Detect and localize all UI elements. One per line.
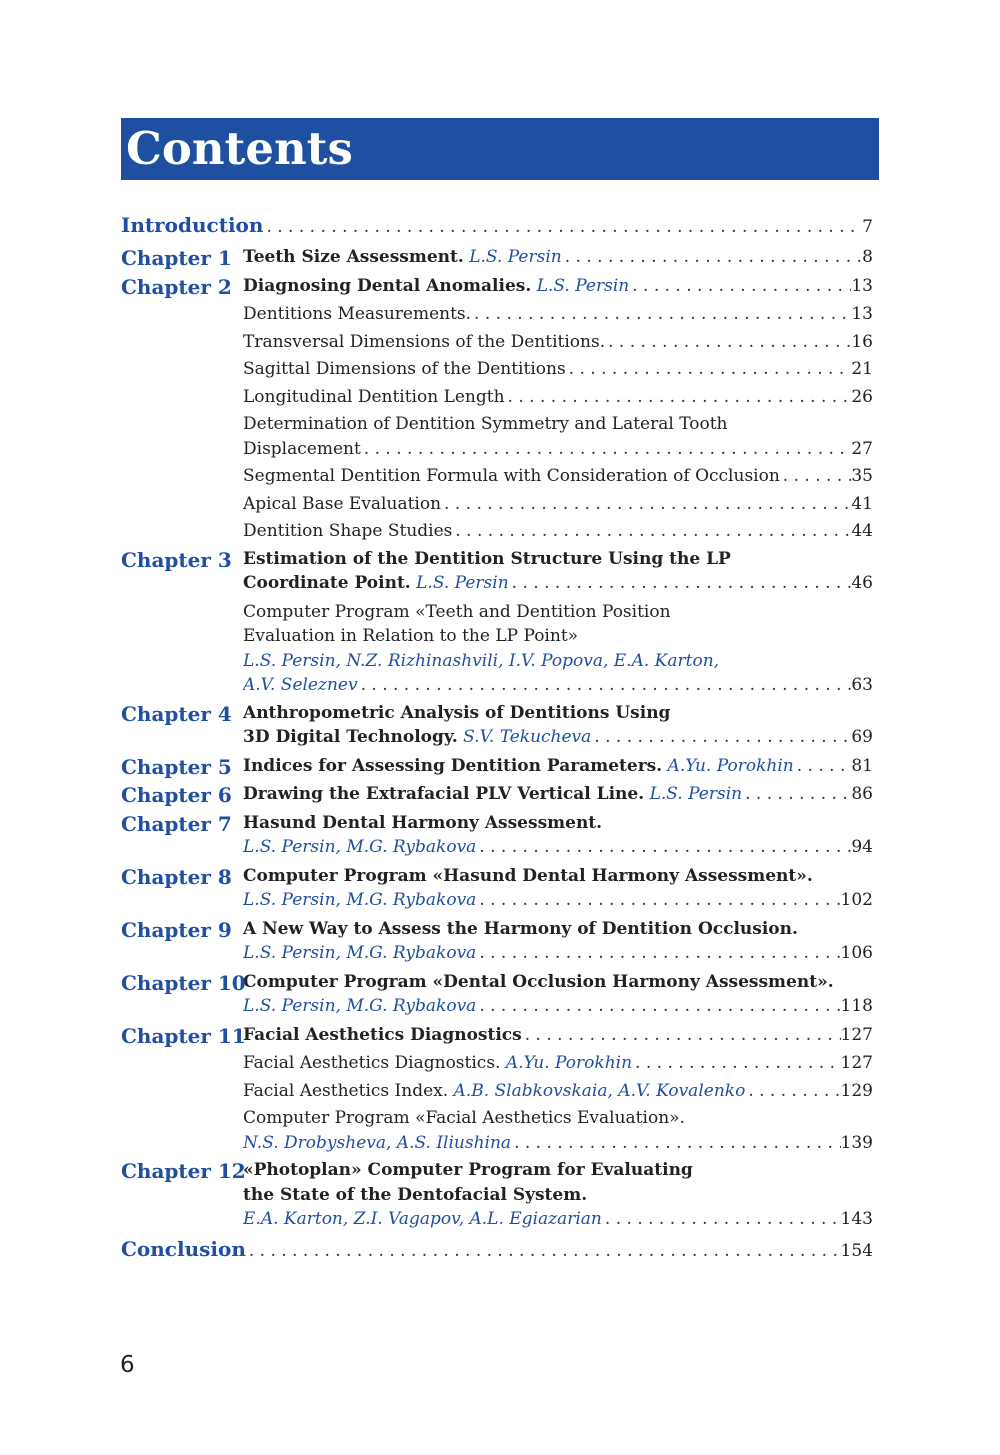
entry-text (243, 492, 441, 517)
entry-authors: A.Yu. Porokhin (505, 1053, 633, 1073)
entry-label: Chapter 7 (121, 811, 232, 836)
entry-text (243, 725, 591, 750)
toc-entry (121, 1023, 873, 1048)
entry-title: Hasund Dental Harmony Assessment. (243, 812, 603, 833)
dot-leader (605, 330, 851, 355)
entry-text (243, 813, 602, 833)
entry-page-number: 143 (840, 1209, 873, 1229)
entry-page-number: 44 (851, 521, 873, 541)
dot-leader (745, 1079, 840, 1104)
entry-authors: L.S. Persin (416, 573, 509, 593)
entry-title: Teeth Size Assessment. (243, 247, 464, 267)
entry-page-number: 106 (840, 943, 873, 963)
entry-line (243, 1023, 873, 1048)
dot-leader (566, 357, 852, 382)
entry-label: Introduction (121, 213, 264, 237)
entry-authors: L.S. Persin, M.G. Rybakova (243, 890, 477, 910)
entry-text (243, 919, 798, 939)
table-of-contents (121, 212, 873, 1269)
entry-text (243, 385, 505, 410)
entry-text (243, 571, 509, 596)
entry-line (243, 600, 873, 625)
entry-line (243, 970, 873, 995)
entry-page-number: 26 (851, 386, 873, 407)
entry-line (243, 1207, 873, 1232)
toc-entry (121, 701, 873, 750)
entry-line (243, 1051, 873, 1076)
entry-label: Chapter 12 (121, 1159, 246, 1183)
entry-text (243, 602, 671, 622)
entry-page-number: 7 (862, 217, 873, 237)
entry-authors: L.S. Persin, M.G. Rybakova (243, 837, 477, 857)
entry-page-number: 21 (851, 359, 873, 379)
entry-label: Chapter 9 (121, 917, 232, 942)
entry-page-number: 81 (851, 755, 873, 776)
dot-leader (522, 1023, 841, 1048)
entry-page-number: 63 (851, 675, 873, 695)
entry-lines (243, 754, 873, 779)
dot-leader (742, 782, 851, 807)
entry-line (121, 212, 873, 241)
entry-line (243, 701, 873, 726)
toc-subentry (243, 1079, 873, 1104)
entry-page-number: 127 (840, 1053, 873, 1073)
toc-entry (121, 212, 873, 241)
entry-page-number: 94 (851, 837, 873, 857)
entry-text (243, 754, 794, 779)
entry-title: «Photoplan» Computer Program for Evaluating (243, 1160, 693, 1180)
toc-subentry (243, 357, 873, 382)
entry-title: Indices for Assessing Dentition Parameters. (243, 755, 663, 776)
entry-page-number: 129 (840, 1080, 873, 1101)
entry-line (243, 547, 873, 572)
dot-leader (780, 464, 852, 489)
entry-line (243, 649, 873, 674)
entry-text-part: Dentition Shape Studies (243, 521, 453, 541)
toc-entry (121, 274, 873, 299)
entry-label: Chapter 5 (121, 754, 232, 779)
entry-title: Computer Program «Hasund Dental Harmony Assessment». (243, 865, 813, 886)
entry-text (243, 1207, 602, 1232)
entry-line (243, 917, 873, 942)
entry-line (243, 412, 873, 437)
entry-text (243, 782, 742, 807)
toc-subentry (243, 492, 873, 517)
entry-page-number: 139 (840, 1132, 873, 1153)
entry-text-part: Computer Program «Teeth and Dentition Position (243, 601, 671, 622)
dot-leader (441, 492, 851, 517)
entry-text (243, 651, 719, 671)
entry-label: Chapter 3 (121, 547, 232, 572)
contents-banner (121, 118, 879, 180)
entry-label: Chapter 4 (121, 701, 232, 726)
entry-text (243, 835, 476, 860)
entry-page-number: 69 (851, 727, 873, 747)
entry-line (243, 624, 873, 649)
dot-leader (602, 1207, 841, 1232)
toc-subentry (243, 330, 873, 355)
toc-entry (121, 547, 873, 596)
entry-text (243, 994, 476, 1019)
toc-subentry (243, 464, 873, 489)
entry-line (243, 1183, 873, 1208)
entry-title: Anthropometric Analysis of Dentitions Using (243, 702, 671, 723)
page-number: 6 (120, 1352, 135, 1378)
entry-line (243, 357, 873, 382)
entry-text-part: Facial Aesthetics Diagnostics. (243, 1053, 501, 1073)
entry-text (243, 673, 358, 698)
dot-leader (632, 1051, 841, 1076)
entry-line (243, 245, 873, 270)
dot-leader (471, 302, 851, 327)
entry-text-part: Sagittal Dimensions of the Dentitions (243, 359, 566, 379)
entry-line (243, 330, 873, 355)
entry-text (243, 866, 813, 886)
dot-leader (358, 673, 852, 698)
entry-text (121, 1236, 246, 1263)
toc-entry (121, 811, 873, 860)
entry-title: Coordinate Point. (243, 573, 411, 593)
dot-leader (505, 385, 852, 410)
entry-line (243, 888, 873, 913)
entry-line (243, 437, 873, 462)
entry-label: Chapter 10 (121, 970, 246, 995)
entry-lines (243, 701, 873, 750)
entry-page-number: 127 (840, 1024, 873, 1045)
entry-text-part: Longitudinal Dentition Length (243, 386, 505, 407)
entry-text-part: Apical Base Evaluation (243, 493, 442, 514)
entry-label: Chapter 2 (121, 274, 232, 299)
entry-title: Facial Aesthetics Diagnostics (243, 1024, 522, 1045)
entry-page-number: 154 (840, 1240, 873, 1261)
entry-text-part: Evaluation in Relation to the LP Point» (243, 626, 579, 646)
entry-page-number: 27 (851, 438, 873, 459)
toc-entry (121, 970, 873, 1019)
entry-line (243, 835, 873, 860)
entry-page-number: 118 (840, 996, 873, 1016)
entry-text (243, 302, 471, 327)
entry-text-part: Computer Program «Facial Aesthetics Evaluation». (243, 1108, 685, 1128)
dot-leader (562, 245, 862, 270)
dot-leader (509, 571, 852, 596)
entry-lines (243, 1023, 873, 1048)
entry-authors: L.S. Persin (469, 247, 562, 267)
entry-text (243, 888, 476, 913)
entry-text (243, 1185, 587, 1205)
entry-page-number: 13 (851, 275, 873, 296)
entry-text-part: Transversal Dimensions of the Dentitions. (243, 331, 606, 352)
entry-title: 3D Digital Technology. (243, 727, 458, 747)
entry-text (243, 1108, 685, 1128)
toc-entry (121, 782, 873, 807)
entry-text (243, 1051, 632, 1076)
entry-text (243, 330, 605, 355)
entry-text (243, 1131, 511, 1156)
dot-leader (476, 888, 840, 913)
dot-leader (452, 519, 851, 544)
toc-subentry (243, 385, 873, 410)
entry-line (243, 782, 873, 807)
entry-text (243, 414, 727, 434)
toc-subentry (243, 600, 873, 698)
toc-subentry (243, 302, 873, 327)
entry-label: Chapter 6 (121, 783, 232, 807)
entry-line (121, 1236, 873, 1265)
entry-line (243, 864, 873, 889)
entry-text-part: Dentitions Measurements. (243, 304, 472, 324)
entry-authors: A.V. Seleznev (243, 675, 358, 695)
entry-text-part: Facial Aesthetics Index. (243, 1080, 449, 1101)
entry-page-number: 86 (851, 784, 873, 804)
entry-page-number: 8 (862, 247, 873, 267)
entry-line (243, 725, 873, 750)
entry-lines (243, 864, 873, 913)
entry-line (243, 1106, 873, 1131)
entry-lines (121, 1236, 873, 1265)
entry-line (243, 1158, 873, 1183)
dot-leader (476, 994, 840, 1019)
entry-text-part: Displacement (243, 438, 361, 459)
page-title: Contents (126, 122, 353, 175)
entry-title: Computer Program «Dental Occlusion Harmony Assessment». (243, 971, 834, 992)
entry-text (243, 972, 834, 992)
entry-lines (243, 1158, 873, 1232)
dot-leader (263, 214, 862, 241)
entry-line (243, 464, 873, 489)
entry-line (243, 571, 873, 596)
toc-entry (121, 754, 873, 779)
entry-text-part: Determination of Dentition Symmetry and Lateral Tooth (243, 414, 728, 434)
entry-lines (121, 212, 873, 241)
dot-leader (476, 941, 840, 966)
entry-label: Chapter 1 (121, 246, 232, 270)
entry-authors: L.S. Persin, N.Z. Rizhinashvili, I.V. Popova, E.A. Karton, (243, 650, 720, 671)
dot-leader (511, 1131, 840, 1156)
entry-label: Chapter 8 (121, 864, 232, 889)
entry-lines (243, 917, 873, 966)
entry-page-number: 41 (851, 493, 873, 514)
toc-subentry (243, 519, 873, 544)
entry-authors: N.S. Drobysheva, A.S. Iliushina (243, 1132, 512, 1153)
entry-line (243, 519, 873, 544)
entry-title: the State of the Dentofacial System. (243, 1184, 588, 1205)
entry-authors: L.S. Persin (536, 275, 630, 296)
entry-lines (243, 811, 873, 860)
entry-lines (243, 274, 873, 299)
entry-line (243, 941, 873, 966)
entry-text (243, 437, 361, 462)
entry-text (243, 357, 566, 382)
toc-entry (121, 1236, 873, 1265)
entry-text (243, 245, 562, 270)
entry-authors: A.B. Slabkovskaia, A.V. Kovalenko (453, 1080, 746, 1101)
entry-lines (243, 782, 873, 807)
entry-lines (243, 547, 873, 596)
entry-lines (243, 970, 873, 1019)
toc-entry (121, 864, 873, 913)
toc-subentry (243, 412, 873, 461)
entry-lines (243, 245, 873, 270)
entry-text (243, 941, 476, 966)
entry-line (243, 302, 873, 327)
entry-title: Estimation of the Dentition Structure Using the LP (243, 548, 731, 569)
entry-authors: L.S. Persin, M.G. Rybakova (243, 996, 477, 1016)
entry-line (243, 1079, 873, 1104)
entry-line (243, 1131, 873, 1156)
toc-entry (121, 1158, 873, 1232)
entry-text (243, 1160, 693, 1180)
entry-page-number: 102 (840, 890, 873, 910)
entry-page-number: 13 (851, 304, 873, 324)
entry-page-number: 16 (851, 331, 873, 352)
entry-title: A New Way to Assess the Harmony of Dentition Occlusion. (243, 918, 798, 939)
dot-leader (591, 725, 851, 750)
entry-authors: L.S. Persin, M.G. Rybakova (243, 943, 477, 963)
entry-text (243, 464, 780, 489)
toc-subentry (243, 1106, 873, 1155)
dot-leader (476, 835, 851, 860)
entry-line (243, 811, 873, 836)
entry-title: Drawing the Extrafacial PLV Vertical Line. (243, 784, 645, 804)
entry-line (243, 385, 873, 410)
entry-label: Conclusion (121, 1236, 246, 1261)
dot-leader (629, 274, 851, 299)
entry-text (243, 549, 731, 569)
entry-authors: S.V. Tekucheva (463, 727, 592, 747)
entry-line (243, 994, 873, 1019)
toc-entry (121, 245, 873, 270)
entry-page-number: 35 (851, 466, 873, 486)
entry-text (243, 703, 670, 723)
entry-text (243, 626, 578, 646)
entry-label: Chapter 11 (121, 1023, 246, 1048)
toc-entry (121, 917, 873, 966)
entry-line (243, 754, 873, 779)
dot-leader (794, 754, 852, 779)
toc-subentry (243, 1051, 873, 1076)
entry-text (121, 212, 263, 239)
entry-line (243, 274, 873, 299)
entry-line (243, 492, 873, 517)
entry-text (243, 1023, 522, 1048)
dot-leader (246, 1238, 841, 1265)
entry-text-part: Segmental Dentition Formula with Consideration of Occlusion (243, 466, 780, 486)
entry-text (243, 519, 452, 544)
entry-authors: L.S. Persin (649, 784, 743, 804)
entry-authors: E.A. Karton, Z.I. Vagapov, A.L. Egiazarian (243, 1209, 602, 1229)
entry-text (243, 274, 629, 299)
dot-leader (361, 437, 852, 462)
entry-page-number: 46 (851, 573, 873, 593)
entry-authors: A.Yu. Porokhin (667, 755, 794, 776)
entry-title: Diagnosing Dental Anomalies. (243, 275, 532, 296)
entry-text (243, 1079, 745, 1104)
entry-line (243, 673, 873, 698)
